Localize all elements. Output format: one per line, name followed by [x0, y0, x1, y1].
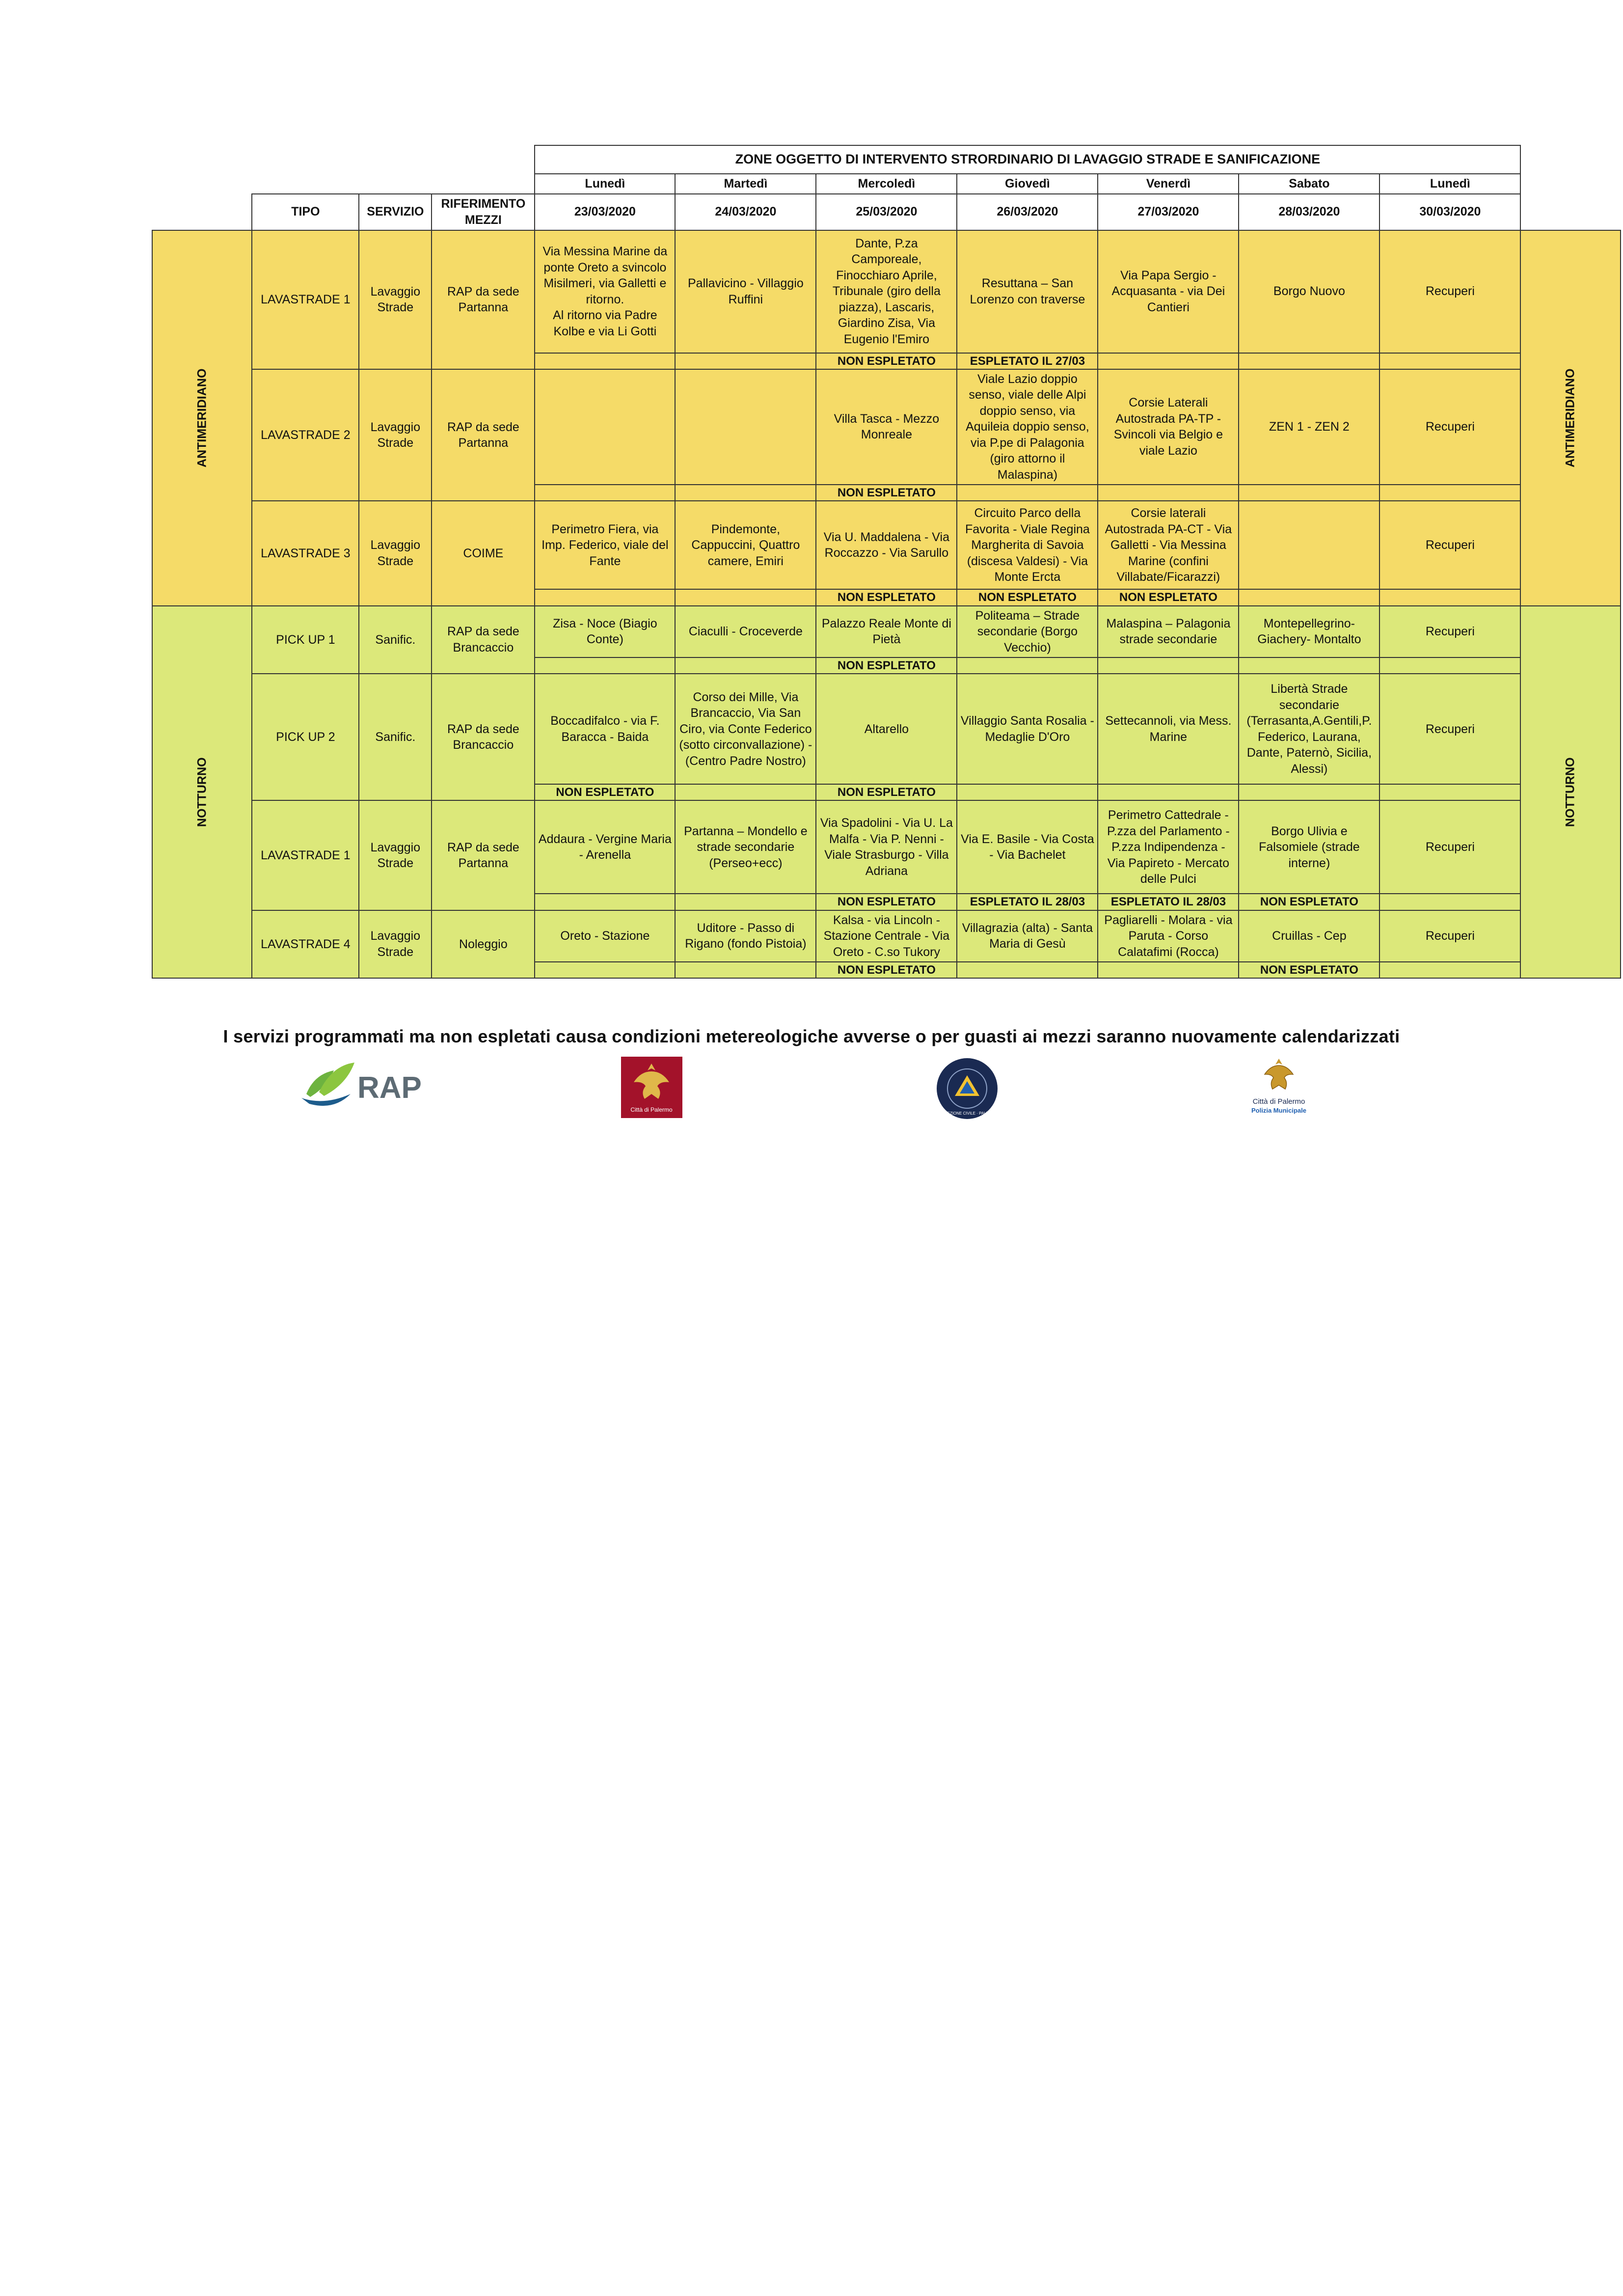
zone-cell: Via E. Basile - Via Costa - Via Bachelet [957, 800, 1098, 894]
polizia-eagle-icon [1242, 1056, 1316, 1122]
col-tipo: TIPO [252, 194, 359, 230]
zone-cell: Addaura - Vergine Maria - Arenella [535, 800, 675, 894]
shift-label-text: ANTIMERIDIANO [195, 368, 209, 467]
zone-cell: Libertà Strade secondarie (Terrasanta,A.Gentili,P. Federico, Laurana, Dante, Paternò, Sicilia, Alessi) [1239, 674, 1380, 784]
status-cell [675, 962, 816, 978]
day-date: 26/03/2020 [957, 194, 1098, 230]
tipo-cell: LAVASTRADE 3 [252, 501, 359, 605]
shift-label-left [152, 606, 252, 979]
status-cell [1380, 657, 1520, 674]
zone-cell: Perimetro Cattedrale - P.zza del Parlamento - P.zza Indipendenza - Via Papireto - Mercato delle Pulci [1098, 800, 1239, 894]
status-cell: ESPLETATO IL 27/03 [957, 353, 1098, 369]
day-date: 27/03/2020 [1098, 194, 1239, 230]
zone-cell: Zisa - Noce (Biagio Conte) [535, 606, 675, 658]
col-servizio: SERVIZIO [359, 194, 432, 230]
shift-label-right [1520, 230, 1620, 606]
status-cell: NON ESPLETATO [816, 784, 957, 800]
status-cell: NON ESPLETATO [816, 962, 957, 978]
polizia-city-text: Città di Palermo [1252, 1097, 1305, 1106]
zone-cell: Pagliarelli - Molara - via Paruta - Corso Calatafimi (Rocca) [1098, 910, 1239, 962]
status-cell [1098, 962, 1239, 978]
shift-label-text: NOTTURNO [1563, 757, 1577, 827]
status-cell: NON ESPLETATO [1239, 962, 1380, 978]
table-title: ZONE OGGETTO DI INTERVENTO STRORDINARIO DI LAVAGGIO STRADE E SANIFICAZIONE [535, 145, 1520, 174]
status-cell [1380, 894, 1520, 910]
zone-cell: Politeama – Strade secondarie (Borgo Vecchio) [957, 606, 1098, 658]
riferimento-cell: RAP da sede Brancaccio [432, 674, 535, 800]
zone-cell: Viale Lazio doppio senso, viale delle Alpi doppio senso, via Aquileia doppio senso, via P.pe di Palagonia (giro attorno il Malaspina) [957, 369, 1098, 485]
status-cell [675, 894, 816, 910]
status-cell [535, 894, 675, 910]
zone-cell: Recuperi [1380, 674, 1520, 784]
status-cell [535, 485, 675, 501]
day-name: Lunedì [535, 174, 675, 194]
status-cell [535, 962, 675, 978]
status-cell [1239, 353, 1380, 369]
zone-cell: Via U. Maddalena - Via Roccazzo - Via Sarullo [816, 501, 957, 589]
status-cell: NON ESPLETATO [816, 657, 957, 674]
status-cell [1098, 485, 1239, 501]
zone-cell: Recuperi [1380, 606, 1520, 658]
table-row [152, 674, 1621, 784]
riferimento-cell: Noleggio [432, 910, 535, 979]
zone-cell: Boccadifalco - via F. Baracca - Baida [535, 674, 675, 784]
zone-cell [1239, 501, 1380, 589]
status-cell [1239, 784, 1380, 800]
servizio-cell: Lavaggio Strade [359, 910, 432, 979]
table-row [152, 910, 1621, 962]
day-name: Mercoledì [816, 174, 957, 194]
shift-label-right [1520, 606, 1620, 979]
zone-cell: Settecannoli, via Mess. Marine [1098, 674, 1239, 784]
day-name: Lunedì [1380, 174, 1520, 194]
status-cell [957, 962, 1098, 978]
table-row [152, 501, 1621, 589]
col-riferimento: RIFERIMENTO MEZZI [432, 194, 535, 230]
table-row [152, 800, 1621, 894]
day-name: Venerdì [1098, 174, 1239, 194]
zone-cell: Palazzo Reale Monte di Pietà [816, 606, 957, 658]
status-cell [535, 589, 675, 605]
riferimento-cell: RAP da sede Brancaccio [432, 606, 535, 674]
shift-label-text: ANTIMERIDIANO [1563, 368, 1577, 467]
zone-cell: Pallavicino - Villaggio Ruffini [675, 230, 816, 353]
zone-cell: Pindemonte, Cappuccini, Quattro camere, Emiri [675, 501, 816, 589]
zone-cell: Via Spadolini - Via U. La Malfa - Via P. Nenni - Viale Strasburgo - Villa Adriana [816, 800, 957, 894]
rap-logo-text: RAP [357, 1071, 422, 1105]
riferimento-cell: RAP da sede Partanna [432, 369, 535, 501]
zone-cell: Recuperi [1380, 501, 1520, 589]
zone-cell: Villaggio Santa Rosalia - Medaglie D'Oro [957, 674, 1098, 784]
day-date: 24/03/2020 [675, 194, 816, 230]
status-cell [1380, 962, 1520, 978]
protezione-civile-logo [935, 1057, 999, 1121]
shift-label-text: NOTTURNO [195, 757, 209, 827]
servizio-cell: Lavaggio Strade [359, 501, 432, 605]
tipo-cell: LAVASTRADE 2 [252, 369, 359, 501]
status-cell [535, 353, 675, 369]
rap-logo [299, 1056, 427, 1110]
zone-cell: Corsie Laterali Autostrada PA-TP - Svincoli via Belgio e viale Lazio [1098, 369, 1239, 485]
day-name: Giovedì [957, 174, 1098, 194]
zone-cell: Borgo Nuovo [1239, 230, 1380, 353]
polizia-text: Polizia Municipale [1251, 1107, 1306, 1114]
zone-cell: Villagrazia (alta) - Santa Maria di Gesù [957, 910, 1098, 962]
servizio-cell: Lavaggio Strade [359, 369, 432, 501]
zone-cell: Recuperi [1380, 369, 1520, 485]
tipo-cell: PICK UP 1 [252, 606, 359, 674]
status-cell: NON ESPLETATO [957, 589, 1098, 605]
status-cell [1380, 485, 1520, 501]
zone-cell: Kalsa - via Lincoln - Stazione Centrale - Via Oreto - C.so Tukory [816, 910, 957, 962]
status-cell [1239, 485, 1380, 501]
servizio-cell: Lavaggio Strade [359, 230, 432, 369]
shift-label-left [152, 230, 252, 606]
status-cell: NON ESPLETATO [535, 784, 675, 800]
table-row [152, 606, 1621, 658]
status-cell [675, 485, 816, 501]
palermo-logo [621, 1057, 682, 1118]
title-row [152, 145, 1621, 174]
status-cell [1380, 784, 1520, 800]
palermo-logo-text: Città di Palermo [630, 1106, 673, 1113]
status-cell [1098, 657, 1239, 674]
servizio-cell: Lavaggio Strade [359, 800, 432, 910]
status-cell [1380, 353, 1520, 369]
riferimento-cell: RAP da sede Partanna [432, 230, 535, 369]
zone-cell: Perimetro Fiera, via Imp. Federico, viale del Fante [535, 501, 675, 589]
day-date: 28/03/2020 [1239, 194, 1380, 230]
zone-cell [675, 369, 816, 485]
zone-cell: Malaspina – Palagonia strade secondarie [1098, 606, 1239, 658]
status-cell [957, 784, 1098, 800]
zone-cell: Circuito Parco della Favorita - Viale Regina Margherita di Savoia (discesa Valdesi) - Via Monte Ercta [957, 501, 1098, 589]
zone-cell: Corso dei Mille, Via Brancaccio, Via San Ciro, via Conte Federico (sotto circonvallazione) - (Centro Padre Nostro) [675, 674, 816, 784]
zone-cell: Recuperi [1380, 800, 1520, 894]
zone-cell: Via Messina Marine da ponte Oreto a svincolo Misilmeri, via Galletti e ritorno. Al ritorno via Padre Kolbe e via Li Gotti [535, 230, 675, 353]
protezione-civile-emblem-icon [935, 1057, 999, 1121]
status-cell [535, 657, 675, 674]
status-cell [1239, 657, 1380, 674]
table-row [152, 230, 1621, 353]
status-cell [1098, 353, 1239, 369]
riferimento-cell: RAP da sede Partanna [432, 800, 535, 910]
status-cell: NON ESPLETATO [1239, 894, 1380, 910]
status-cell: NON ESPLETATO [816, 589, 957, 605]
status-cell [675, 353, 816, 369]
zone-cell: Uditore - Passo di Rigano (fondo Pistoia) [675, 910, 816, 962]
riferimento-cell: COIME [432, 501, 535, 605]
day-date: 23/03/2020 [535, 194, 675, 230]
zone-cell: Oreto - Stazione [535, 910, 675, 962]
zone-cell: Cruillas - Cep [1239, 910, 1380, 962]
zone-cell: Resuttana – San Lorenzo con traverse [957, 230, 1098, 353]
tipo-cell: LAVASTRADE 1 [252, 800, 359, 910]
status-cell [957, 657, 1098, 674]
day-date: 30/03/2020 [1380, 194, 1520, 230]
schedule-table [152, 145, 1621, 979]
polizia-municipale-logo [1242, 1056, 1316, 1122]
status-cell: NON ESPLETATO [816, 485, 957, 501]
status-cell [675, 589, 816, 605]
day-name: Sabato [1239, 174, 1380, 194]
column-header-row [152, 194, 1621, 230]
status-cell: NON ESPLETATO [816, 894, 957, 910]
status-cell [675, 784, 816, 800]
zone-cell: Dante, P.za Camporeale, Finocchiaro Aprile, Tribunale (giro della piazza), Lascaris, Giardino Zisa, Via Eugenio l'Emiro [816, 230, 957, 353]
tipo-cell: LAVASTRADE 1 [252, 230, 359, 369]
notice-text: I servizi programmati ma non espletati causa condizioni metereologiche avverse o per guasti ai mezzi saranno nuovamente calendarizzati [223, 1026, 1400, 1046]
zone-cell: Villa Tasca - Mezzo Monreale [816, 369, 957, 485]
zone-cell: Ciaculli - Croceverde [675, 606, 816, 658]
table-row [152, 369, 1621, 485]
zone-cell: Partanna – Mondello e strade secondarie (Perseo+ecc) [675, 800, 816, 894]
zone-cell: Recuperi [1380, 910, 1520, 962]
status-cell [1239, 589, 1380, 605]
day-names-row [152, 174, 1621, 194]
servizio-cell: Sanific. [359, 606, 432, 674]
zone-cell: Montepellegrino- Giachery- Montalto [1239, 606, 1380, 658]
status-cell [675, 657, 816, 674]
status-cell: ESPLETATO IL 28/03 [957, 894, 1098, 910]
day-date: 25/03/2020 [816, 194, 957, 230]
status-cell [1380, 589, 1520, 605]
zone-cell: Altarello [816, 674, 957, 784]
status-cell [957, 485, 1098, 501]
zone-cell: ZEN 1 - ZEN 2 [1239, 369, 1380, 485]
zone-cell: Recuperi [1380, 230, 1520, 353]
status-cell: ESPLETATO IL 28/03 [1098, 894, 1239, 910]
servizio-cell: Sanific. [359, 674, 432, 800]
status-cell: NON ESPLETATO [816, 353, 957, 369]
tipo-cell: LAVASTRADE 4 [252, 910, 359, 979]
zone-cell: Via Papa Sergio - Acquasanta - via Dei Cantieri [1098, 230, 1239, 353]
zone-cell: Borgo Ulivia e Falsomiele (strade interne) [1239, 800, 1380, 894]
status-cell [1098, 784, 1239, 800]
rap-leaf-icon [299, 1056, 427, 1110]
protezione-civile-text: PROTEZIONE CIVILE · PALERMO [936, 1111, 998, 1116]
status-cell: NON ESPLETATO [1098, 589, 1239, 605]
palermo-eagle-icon [621, 1057, 682, 1118]
zone-cell: Corsie laterali Autostrada PA-CT - Via Galletti - Via Messina Marine (confini Villabate/Ficarazzi) [1098, 501, 1239, 589]
day-name: Martedì [675, 174, 816, 194]
tipo-cell: PICK UP 2 [252, 674, 359, 800]
zone-cell [535, 369, 675, 485]
